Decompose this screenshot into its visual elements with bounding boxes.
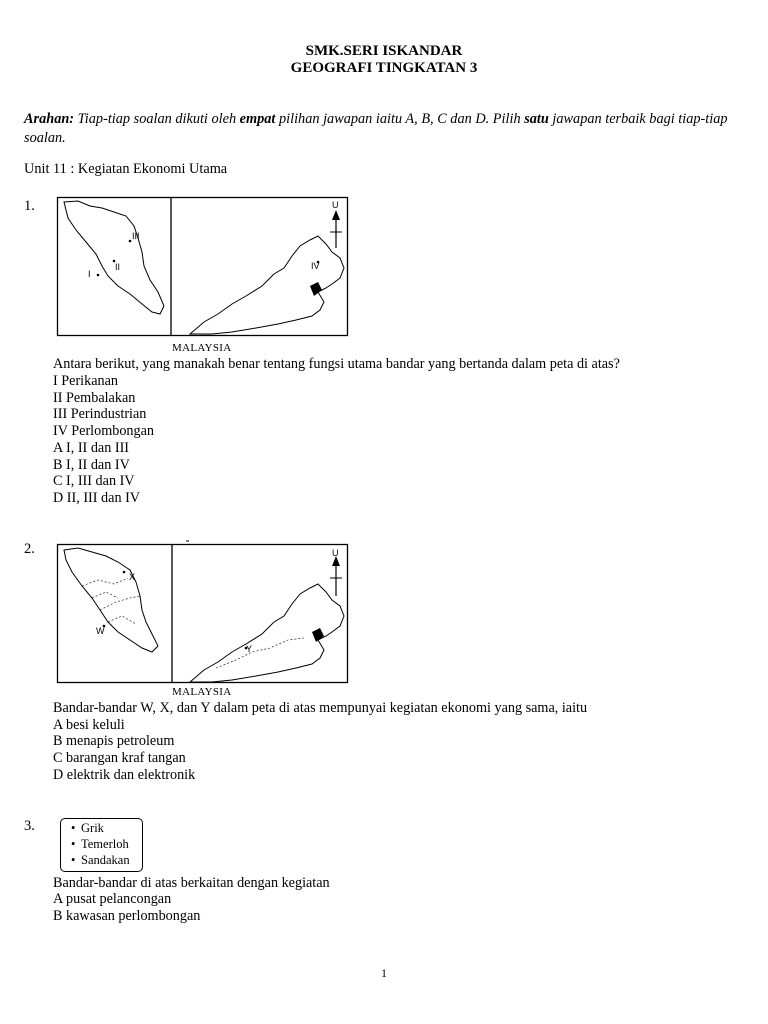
question-3-town-box <box>60 818 143 872</box>
question-1-number: 1. <box>24 198 35 214</box>
map-label-i: I <box>88 269 91 279</box>
question-1-map <box>56 196 350 342</box>
question-1-option-a[interactable]: A I, II dan III <box>53 440 130 456</box>
town-list-item: • Temerloh <box>71 837 129 851</box>
map-label-iii: III <box>132 231 140 241</box>
question-1-option-c[interactable]: C I, III dan IV <box>53 473 135 489</box>
unit-title: Unit 11 : Kegiatan Ekonomi Utama <box>24 161 228 177</box>
town-name: Sandakan <box>81 853 130 867</box>
question-1-statement: IV Perlombongan <box>53 423 155 439</box>
map-frame <box>58 198 348 336</box>
question-1-statement: III Perindustrian <box>53 406 147 422</box>
question-2-map-caption: MALAYSIA <box>172 686 232 698</box>
question-3-number: 3. <box>24 818 35 834</box>
instructions-text-1: Tiap-tiap soalan dikuti oleh <box>74 111 240 127</box>
question-3-option-a[interactable]: A pusat pelancongan <box>53 891 172 907</box>
instructions-bold-2: satu <box>524 111 549 127</box>
question-2-number: 2. <box>24 541 35 557</box>
borneo-state-border <box>216 638 304 668</box>
question-3-option-b[interactable]: B kawasan perlombongan <box>53 908 201 924</box>
town-list-item: • Grik <box>71 821 104 835</box>
question-2-option-c[interactable]: C barangan kraf tangan <box>53 750 186 766</box>
map-label-x: X <box>129 572 136 582</box>
instructions-label: Arahan: <box>24 111 75 127</box>
peninsular-malaysia-outline <box>64 201 164 314</box>
map-islands <box>310 282 322 296</box>
instructions-text-3: jawapan terbaik bagi tiap-tiap soalan. <box>24 111 728 146</box>
question-3-stem: Bandar-bandar di atas berkaitan dengan kegiatan <box>53 875 330 891</box>
peninsular-malaysia-outline <box>64 548 158 652</box>
question-2-option-d[interactable]: D elektrik dan elektronik <box>53 767 196 783</box>
map-label-iv: IV <box>311 261 320 271</box>
question-2-option-b[interactable]: B menapis petroleum <box>53 733 175 749</box>
map-frame <box>58 545 348 683</box>
school-name: SMK.SERI ISKANDAR <box>305 43 463 59</box>
question-2-option-a[interactable]: A besi keluli <box>53 717 125 733</box>
question-1-option-b[interactable]: B I, II dan IV <box>53 457 130 473</box>
question-1-map-caption: MALAYSIA <box>172 342 232 354</box>
map-label-ii: II <box>115 262 121 272</box>
instructions-bold-1: empat <box>239 111 276 127</box>
question-2-map <box>56 540 350 686</box>
instructions <box>24 110 746 148</box>
map-label-y: Y <box>246 644 253 654</box>
map-label-w: W <box>96 626 105 636</box>
question-1-statement: I Perikanan <box>53 373 119 389</box>
question-2-stem: Bandar-bandar W, X, dan Y dalam peta di atas mempunyai kegiatan ekonomi yang sama, iaitu <box>53 700 588 716</box>
state-borders <box>82 578 140 624</box>
town-dot-iii <box>129 240 132 243</box>
town-dot-i <box>97 274 100 277</box>
town-list-item: • Sandakan <box>71 853 130 867</box>
town-name: Temerloh <box>81 837 129 851</box>
compass-label: U <box>332 548 339 558</box>
borneo-outline <box>190 236 344 334</box>
question-1-option-d[interactable]: D II, III dan IV <box>53 490 141 506</box>
question-1-stem: Antara berikut, yang manakah benar tentang fungsi utama bandar yang bertanda dalam peta di atas? <box>53 356 620 372</box>
instructions-text-2: pilihan jawapan iaitu A, B, C dan D. Pilih <box>275 111 525 127</box>
north-arrow-head <box>332 210 340 220</box>
map-islands <box>312 628 324 642</box>
compass-label: U <box>332 200 339 210</box>
page-number: 1 <box>381 966 387 980</box>
town-dot-x <box>123 571 126 574</box>
town-name: Grik <box>81 821 104 835</box>
question-1-statement: II Pembalakan <box>53 390 136 406</box>
subject-title: GEOGRAFI TINGKATAN 3 <box>290 60 478 76</box>
